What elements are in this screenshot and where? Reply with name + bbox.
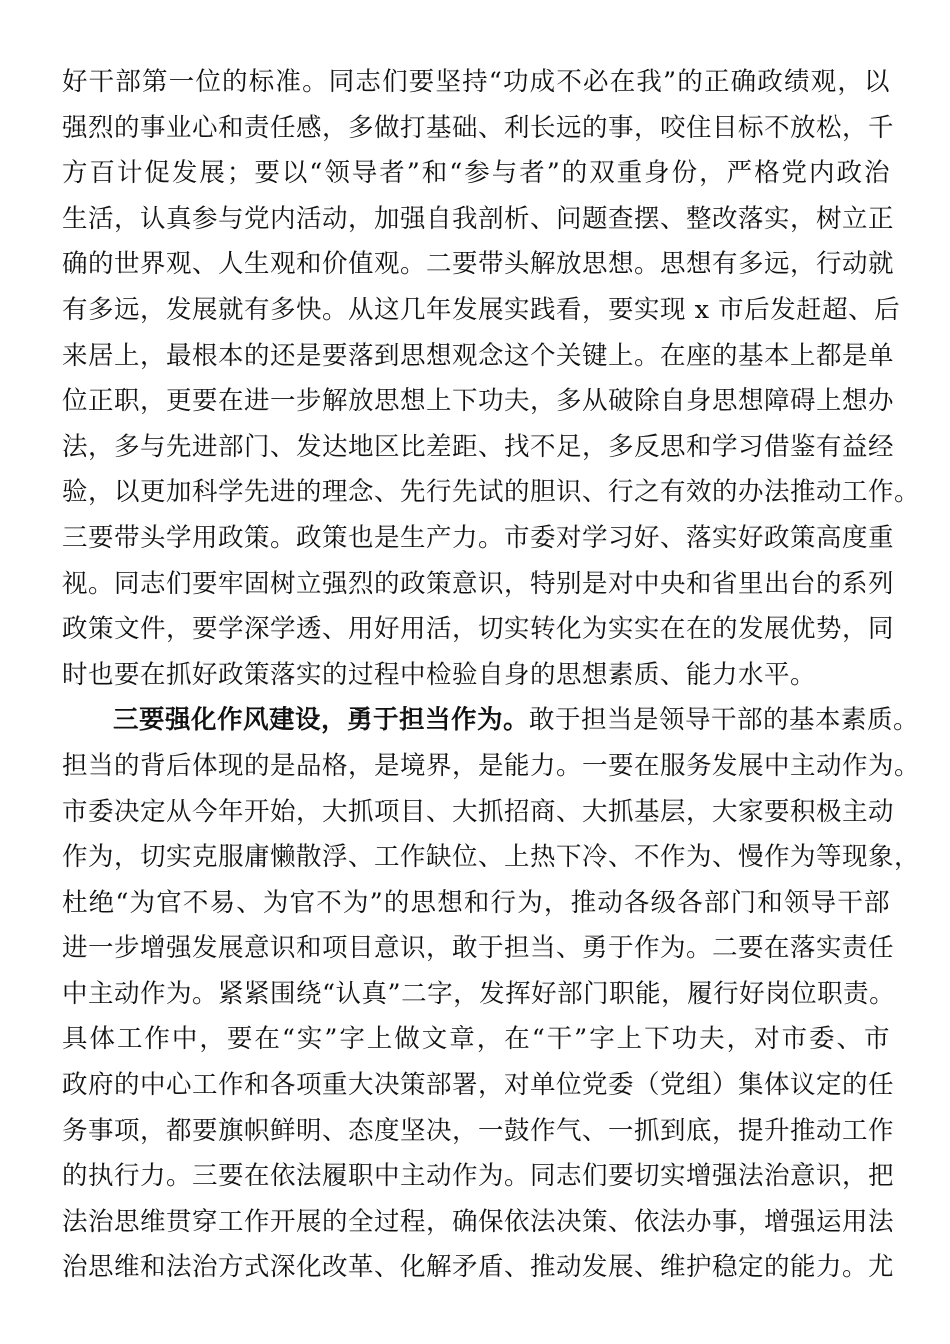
text-line: 具体工作中，要在“实”字上做文章，在“干”字上下功夫，对市委、市: [62, 1024, 890, 1055]
text-line: 市委决定从今年开始，大抓项目、大抓招商、大抓基层，大家要积极主动: [62, 796, 895, 827]
text-line: 担当的背后体现的是品格，是境界，是能力。一要在服务发展中主动作为。: [62, 750, 921, 781]
section-heading: 三要强化作风建设，勇于担当作为。: [113, 705, 530, 736]
text-line: 位正职，更要在进一步解放思想上下功夫，多从破除自身思想障碍上想办: [62, 386, 895, 417]
text-line: 确的世界观、人生观和价值观。二要带头解放思想。思想有多远，行动就: [62, 249, 895, 280]
text-line: 的执行力。三要在依法履职中主动作为。同志们要切实增强法治意识，把: [62, 1161, 895, 1192]
heading-followup-text: 敢于担当是领导干部的基本素质。: [529, 705, 920, 736]
text-line: 强烈的事业心和责任感，多做打基础、利长远的事，咬住目标不放松，千: [62, 112, 895, 143]
text-line: 杜绝“为官不易、为官不为”的思想和行为，推动各级各部门和领导干部: [62, 887, 890, 918]
text-line: 生活，认真参与党内活动，加强自我剖析、问题查摆、整改落实，树立正: [62, 203, 895, 234]
text-line: 有多远，发展就有多快。从这几年发展实践看，要实现 x 市后发赶超、后: [62, 294, 901, 325]
document-page: [62, 60, 921, 1291]
text-line: 政府的中心工作和各项重大决策部署，对单位党委（党组）集体议定的任: [62, 1070, 895, 1101]
text-line: 法治思维贯穿工作开展的全过程，确保依法决策、依法办事，增强运用法: [62, 1206, 895, 1237]
paragraph-1: [62, 60, 921, 698]
text-line: 法，多与先进部门、发达地区比差距、找不足，多反思和学习借鉴有益经: [62, 431, 895, 462]
text-line: 好干部第一位的标准。同志们要坚持“功成不必在我”的正确政绩观，以: [62, 67, 890, 97]
text-line: 方百计促发展；要以“领导者”和“参与者”的双重身份，严格党内政治: [62, 158, 890, 189]
text-line: 时也要在抓好政策落实的过程中检验自身的思想素质、能力水平。: [62, 659, 817, 690]
text-line: 作为，切实克服庸懒散浮、工作缺位、上热下冷、不作为、慢作为等现象，: [62, 842, 921, 873]
paragraph-2-first-line: [62, 698, 920, 744]
text-line: 中主动作为。紧紧围绕“认真”二字，发挥好部门职能，履行好岗位职责。: [62, 978, 896, 1009]
text-line: 三要带头学用政策。政策也是生产力。市委对学习好、落实好政策高度重: [62, 522, 895, 553]
text-line: 治思维和法治方式深化改革、化解矛盾、推动发展、维护稳定的能力。尤: [62, 1252, 895, 1283]
text-line: 验，以更加科学先进的理念、先行先试的胆识、行之有效的办法推动工作。: [62, 477, 921, 508]
text-line: 政策文件，要学深学透、用好用活，切实转化为实实在在的发展优势，同: [62, 614, 895, 645]
text-line: 进一步增强发展意识和项目意识，敢于担当、勇于作为。二要在落实责任: [62, 933, 895, 964]
text-line: 来居上，最根本的还是要落到思想观念这个关键上。在座的基本上都是单: [62, 340, 895, 371]
text-line: 视。同志们要牢固树立强烈的政策意识，特别是对中央和省里出台的系列: [62, 568, 895, 599]
paragraph-2: [62, 698, 921, 1291]
text-line: 务事项，都要旗帜鲜明、态度坚决，一鼓作气、一抓到底，提升推动工作: [62, 1115, 895, 1146]
